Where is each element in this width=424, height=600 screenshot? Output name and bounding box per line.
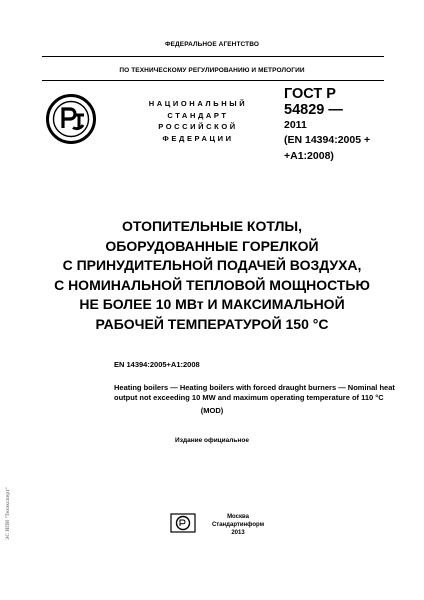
en-title-line: output not exceeding 10 MW and maximum operating temperature of 110 °C (114, 393, 384, 402)
national-standard-line: СТАНДАРТ (167, 110, 229, 120)
publisher-logo-icon (170, 513, 196, 533)
designation-line: (EN 14394:2005 + (284, 134, 371, 146)
national-standard-line: НАЦИОНАЛЬНЫЙ (148, 99, 248, 108)
en-title-line: Heating boilers — Heating boilers with forced draught burners — Nominal heat (114, 383, 395, 392)
agency-name: ФЕДЕРАЛЬНОЕ АГЕНТСТВО (164, 41, 260, 48)
title-line: С НОМИНАЛЬНОЙ ТЕПЛОВОЙ МОЩНОСТЬЮ (54, 276, 370, 293)
title-line: НЕ БОЛЕЕ 10 МВт И МАКСИМАЛЬНОЙ (79, 296, 345, 312)
en-standard-title (114, 383, 395, 403)
publisher-year: 2013 (231, 530, 245, 536)
edition-label: Издание официальное (175, 437, 249, 444)
designation-line: ГОСТ Р (284, 86, 336, 102)
side-stamp: ЭС ИПИ "Техэксперт" (6, 487, 11, 540)
publisher-info (198, 513, 278, 537)
designation-line: 2011 (284, 119, 307, 131)
designation-line: 54829 — (284, 102, 343, 118)
standard-designation (284, 86, 394, 164)
title-line: ОТОПИТЕЛЬНЫЕ КОТЛЫ, (122, 218, 302, 234)
national-standard-line: РОССИЙСКОЙ (158, 122, 238, 131)
divider (42, 80, 384, 81)
title-line: С ПРИНУДИТЕЛЬНОЙ ПОДАЧЕЙ ВОЗДУХА, (62, 257, 362, 273)
document-title (40, 217, 384, 334)
divider (42, 56, 384, 57)
modification-note: (MOD) (200, 406, 224, 415)
en-standard-code: EN 14394:2005+A1:2008 (114, 360, 200, 369)
national-standard-line: ФЕДЕРАЦИИ (162, 133, 234, 143)
national-standard-label (130, 98, 266, 144)
agency-subtitle: ПО ТЕХНИЧЕСКОМУ РЕГУЛИРОВАНИЮ И МЕТРОЛОГИИ (119, 67, 305, 74)
publisher-city: Москва (227, 514, 249, 520)
designation-line: +A1:2008) (284, 149, 334, 162)
rst-logo-icon (46, 94, 96, 144)
title-line: РАБОЧЕЙ ТЕМПЕРАТУРОЙ 150 °С (95, 315, 329, 332)
title-line: ОБОРУДОВАННЫЕ ГОРЕЛКОЙ (105, 237, 319, 254)
publisher-name: Стандартинформ (211, 522, 265, 528)
